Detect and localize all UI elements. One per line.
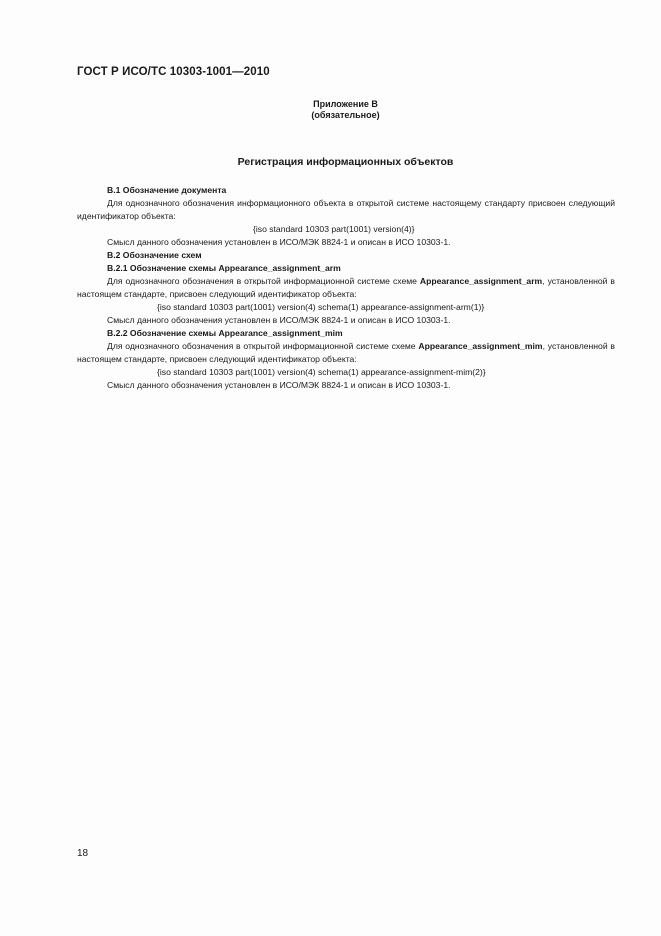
- paragraph-b21: [77, 275, 615, 301]
- appendix-heading: [0, 99, 661, 121]
- identifier-b21: {iso standard 10303 part(1001) version(4) schema(1) appearance-assignment-arm(1)}: [157, 302, 485, 312]
- appendix-label: Приложение В: [313, 99, 378, 109]
- paragraph-b22-start: Для однозначного обозначения в открытой информационной системе схеме: [107, 341, 419, 351]
- paragraph-b1: Для однозначного обозначения информационного объекта в открытой системе настоящему стандарту присвоен следующий идентификатор объекта:: [77, 198, 615, 221]
- note-b21: Смысл данного обозначения установлен в ИСО/МЭК 8824-1 и описан в ИСО 10303-1.: [107, 315, 451, 325]
- page-number: 18: [77, 848, 89, 859]
- paragraph-b22: [77, 340, 615, 366]
- note-b1: Смысл данного обозначения установлен в ИСО/МЭК 8824-1 и описан в ИСО 10303-1.: [107, 237, 451, 247]
- paragraph-b22-end: , установленной в настоящем стандарте, присвоен следующий идентификатор объекта:: [77, 341, 615, 364]
- identifier-b22: {iso standard 10303 part(1001) version(4) schema(1) appearance-assignment-mim(2)}: [157, 367, 486, 377]
- heading-b21: В.2.1 Обозначение схемы Appearance_assignment_arm: [107, 263, 341, 273]
- appendix-status: (обязательное): [311, 110, 380, 120]
- heading-b2: В.2 Обозначение схем: [107, 250, 202, 260]
- paragraph-b21-start: Для однозначного обозначения в открытой информационной системе схеме: [107, 276, 420, 286]
- document-code: ГОСТ Р ИСО/ТС 10303-1001—2010: [77, 66, 270, 78]
- paragraph-b21-end: , установленной в настоящем стандарте, присвоен следующий идентификатор объекта:: [77, 276, 615, 299]
- note-b22: Смысл данного обозначения установлен в ИСО/МЭК 8824-1 и описан в ИСО 10303-1.: [107, 380, 451, 390]
- section-title: [0, 156, 661, 168]
- document-body: [77, 184, 615, 392]
- schema-name-arm: Appearance_assignment_arm: [419, 276, 543, 286]
- identifier-b1: {iso standard 10303 part(1001) version(4)}: [253, 224, 415, 234]
- heading-b1: В.1 Обозначение документа: [107, 185, 227, 195]
- heading-b22: В.2.2 Обозначение схемы Appearance_assignment_mim: [107, 328, 343, 338]
- schema-name-mim: Appearance_assignment_mim: [418, 341, 543, 351]
- section-title-text: Регистрация информационных объектов: [237, 156, 454, 168]
